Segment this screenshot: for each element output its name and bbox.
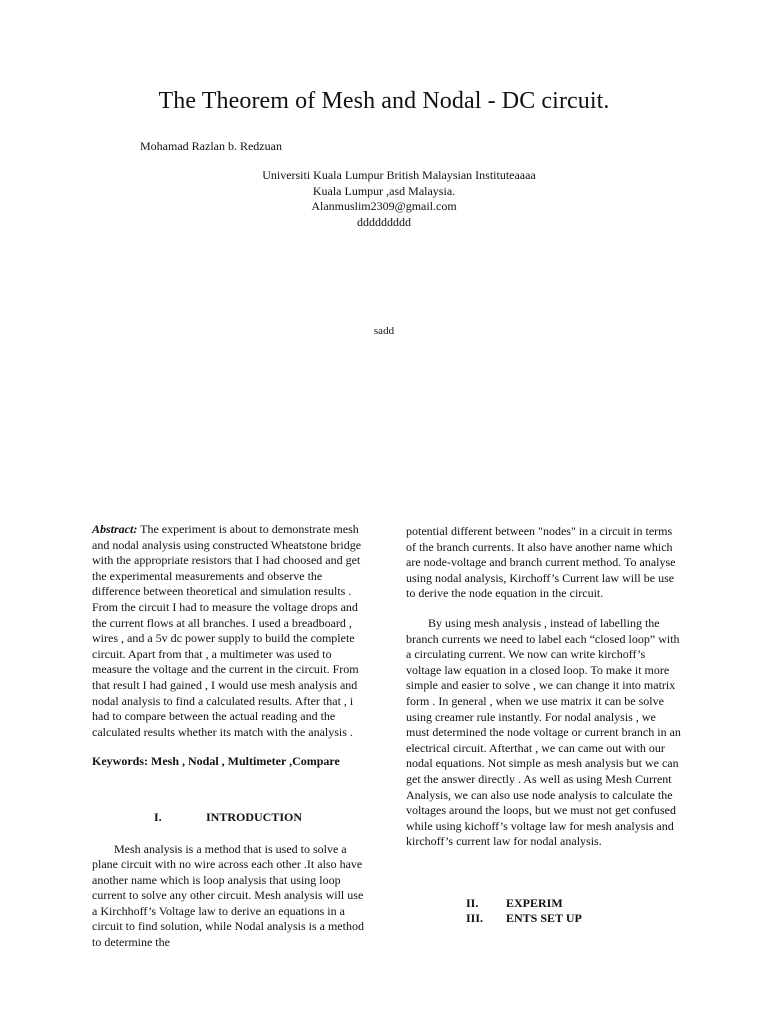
paper-title: The Theorem of Mesh and Nodal - DC circuit. (158, 88, 610, 114)
left-column (92, 522, 364, 951)
abstract-text: The experiment is about to demonstrate mesh and nodal analysis using constructed Wheatstone bridge with the appropriate resistors that I had choosed and get the experimental measurements and observe the difference between theoretical and simulation results . From the circuit I had to measure the voltage drops and the current flows at all branches. I used a breadboard , wires , and a 5v dc power supply to build the complete circuit. Apart from that , a multimeter was used to measure the voltage and the current in the circuit. From that result I had gained , I would use mesh analysis and nodal analysis to find a calculated results. After that , i had to compare between the actual reading and the calculated results whether its match with the analysis . (92, 522, 362, 739)
section-title: ENTS SET UP (506, 911, 582, 926)
misc-text: sadd (373, 325, 395, 337)
section-number: II. (466, 895, 479, 910)
affiliation-email: Alanmuslim2309@gmail.com (311, 199, 457, 213)
keywords: Keywords: Mesh , Nodal , Multimeter ,Compare (92, 754, 340, 769)
section-heading-experiments (406, 896, 682, 927)
section-number: III. (466, 911, 484, 926)
section-heading-line-1 (406, 896, 682, 912)
abstract-label: Abstract: (92, 522, 138, 536)
introduction-paragraph: Mesh analysis is a method that is used to solve a plane circuit with no wire across each other .It also have another name which is loop analysis that using loop current to solve any other circuit. Mesh analysis will use a Kirchhoff’s Voltage law to derive an equations in a circuit to find solution, while Nodal analysis is a method to determine the (92, 841, 364, 950)
abstract-paragraph (92, 522, 364, 740)
affiliation-institute: Universiti Kuala Lumpur British Malaysian Instituteaaaa (262, 168, 536, 182)
right-column (406, 524, 682, 927)
body-paragraph-mesh: By using mesh analysis , instead of labelling the branch currents we need to label each “closed loop” with a circulating current. We now can write kirchoff’s voltage law equation in a closed loop. To make it more simple and easier to solve , we can change it into matrix form . In general , when we use matrix it can be solve using creamer rule instantly. For nodal analysis , we must determined the node voltage or current branch in an electrical circuit. Afterthat , we can came out with our nodal equations. Not simple as mesh analysis but we can get the answer directly . As well as using Mesh Current Analysis, we can also use node analysis to calculate the voltages around the loops, but we must not get confused while using kichoff’s voltage law for mesh analysis and kirchoff’s current law for nodal analysis. (406, 615, 681, 849)
body-paragraph-nodal: potential different between "nodes" in a circuit in terms of the branch currents. It also have another name which are node-voltage and branch current method. To analyse using nodal analysis, Kirchoff’s Current law will be use to derive the node equation in the circuit. (406, 524, 676, 601)
section-number: I. (153, 809, 162, 824)
section-heading-line-2 (406, 911, 682, 927)
affiliation-extra: ddddddddd (357, 214, 411, 229)
section-title: EXPERIM (506, 895, 563, 910)
affiliation-block (0, 168, 768, 230)
section-title: INTRODUCTION (205, 809, 302, 824)
author-name: Mohamad Razlan b. Redzuan (140, 139, 282, 153)
section-heading-introduction (92, 810, 364, 826)
affiliation-location: Kuala Lumpur ,asd Malaysia. (312, 183, 456, 198)
